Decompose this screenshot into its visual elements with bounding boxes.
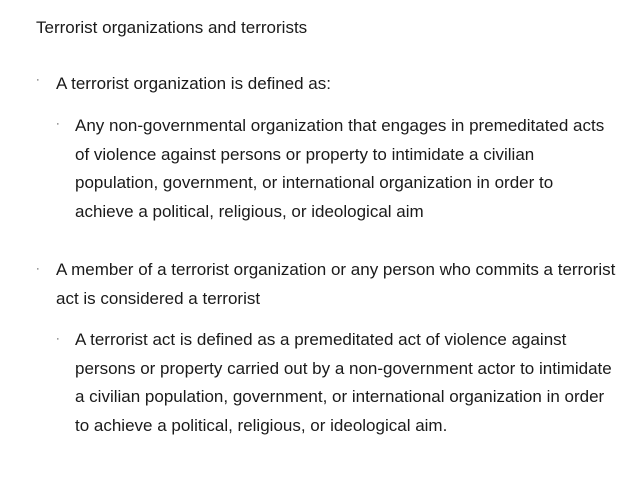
list-item-level1-definition-header: A terrorist organization is defined as: — [56, 74, 331, 93]
bullet-marker: · — [36, 263, 40, 275]
list-item-level2-organization-definition: Any non-governmental organization that engages in premeditated acts of violence against persons or property to intimidate a civilian population, government, or international organization in order to achieve a political, religious, or ideological aim — [75, 116, 605, 221]
bullet-marker: · — [56, 333, 60, 345]
list-item-level1-terrorist-member: A member of a terrorist organization or any person who commits a terrorist act is considered a terrorist — [56, 260, 616, 308]
document-title: Terrorist organizations and terrorists — [36, 18, 308, 37]
list-item-level2-act-definition: A terrorist act is defined as a premeditated act of violence against persons or property carried out by a non-government actor to intimidate a civilian population, government, or international organization in order to achieve a political, religious, or ideological aim. — [75, 330, 612, 435]
bullet-marker: · — [36, 74, 40, 86]
bullet-marker: · — [56, 118, 60, 130]
